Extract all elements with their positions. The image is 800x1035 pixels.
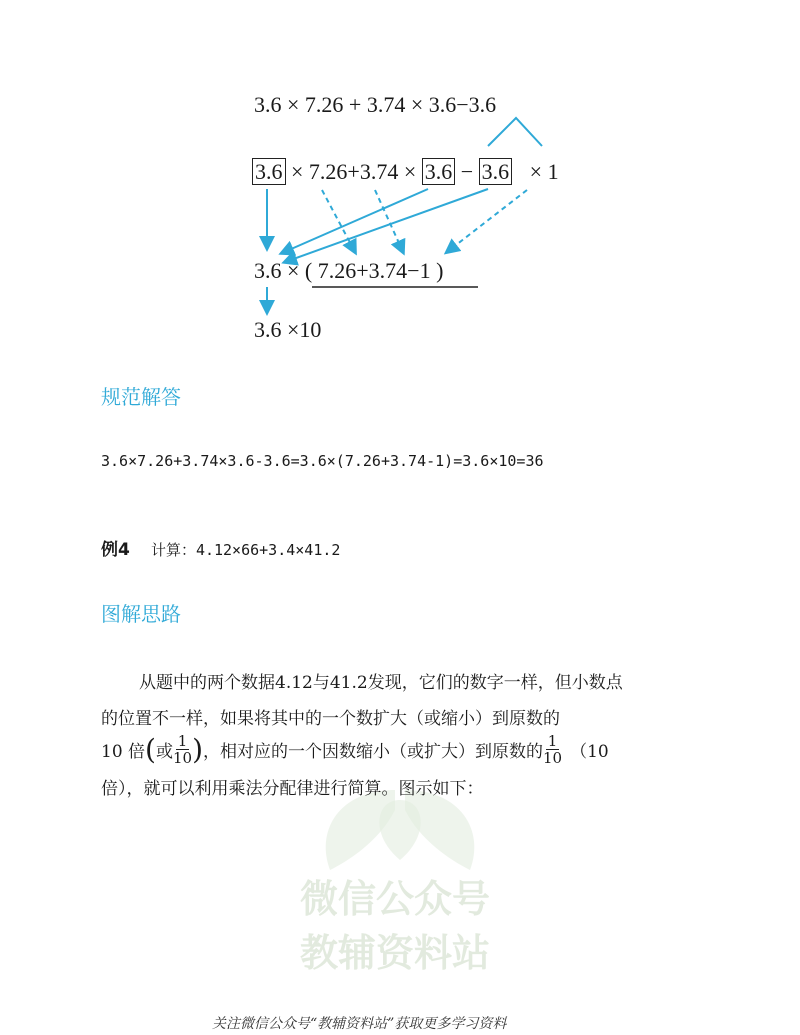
watermark-line1: 微信公众号 (300, 877, 491, 921)
fraction-one-tenth (173, 733, 192, 766)
answer-equation: 3.6×7.26+3.74×3.6-3.6=3.6×(7.26+3.74-1)=3.6×10=36 (101, 452, 544, 470)
fraction-one-tenth-2 (543, 733, 562, 766)
watermark-line2: 教辅资料站 (300, 931, 491, 975)
diagram-line3 (254, 258, 443, 284)
diagram-line2-times1: × 1 (529, 159, 559, 184)
footer-note: 关注微信公众号“教辅资料站”获取更多学习资料 (212, 1016, 507, 1032)
diagram-line2-mid: × 7.26+3.74 × (291, 159, 417, 184)
diagram-line2 (252, 159, 559, 185)
paragraph-line3-b: 或 (155, 742, 173, 762)
fraction-denominator: 10 (172, 749, 193, 767)
diagram-line3-paren: ( 7.26+3.74−1 ) (304, 258, 444, 283)
paren-close: ) (192, 732, 204, 766)
section-heading-answer: 规范解答 (101, 385, 181, 409)
paragraph-line3-a: 10 倍 (101, 742, 146, 762)
fraction-numerator: 1 (177, 732, 188, 750)
diagram-line4: 3.6 ×10 (254, 317, 322, 342)
fraction2-denominator: 10 (543, 749, 563, 767)
paren-open: ( (145, 732, 156, 766)
diagram-line1: 3.6 × 7.26 + 3.74 × 3.6−3.6 (254, 92, 497, 117)
boxed-factor-3: 3.6 (479, 158, 513, 185)
section-heading-approach: 图解思路 (101, 602, 181, 626)
paragraph-line1: 从题中的两个数据4.12与41.2发现，它们的数字一样，但小数点 (139, 673, 623, 693)
boxed-factor-1: 3.6 (252, 158, 286, 185)
boxed-factor-2: 3.6 (422, 158, 456, 185)
paragraph-line3-c: ，相对应的一个因数缩小（或扩大）到原数的 (203, 742, 544, 762)
paragraph-line3-d: （10 (570, 742, 609, 762)
diagram-line3-left: 3.6 × (254, 258, 300, 283)
fraction2-numerator: 1 (547, 732, 558, 750)
paragraph-line2: 的位置不一样，如果将其中的一个数扩大（或缩小）到原数的 (101, 709, 560, 729)
paragraph-line3 (101, 733, 609, 766)
example4-label: 例4 (101, 540, 130, 560)
paragraph-line4: 倍），就可以利用乘法分配律进行简算。图示如下： (101, 779, 484, 799)
example4 (101, 535, 340, 560)
example4-text: 计算：4.12×66+3.4×41.2 (150, 541, 341, 559)
diagram-line2-minus: − (460, 159, 474, 184)
